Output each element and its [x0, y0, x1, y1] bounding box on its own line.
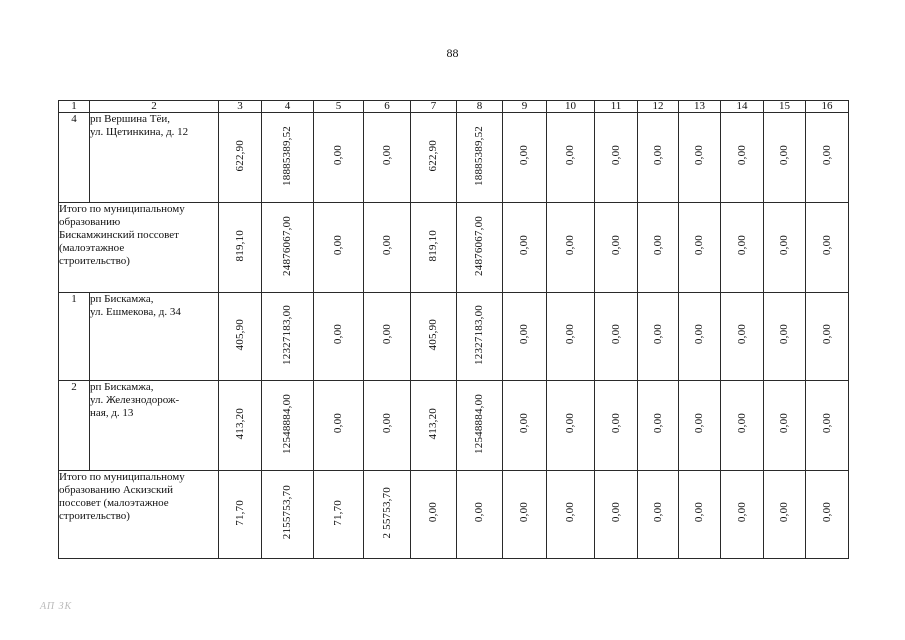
value-cell: 413,20: [233, 407, 246, 440]
column-header: 8: [457, 101, 503, 113]
value-cell: 819,10: [427, 229, 439, 262]
value-cell: 622,90: [427, 139, 439, 172]
value-cell: 0,00: [820, 324, 833, 345]
value-cell: 0,00: [518, 502, 530, 523]
address-cell: рп Вершина Тёи, ул. Щетинкина, д. 12: [90, 113, 219, 203]
faint-stamp: АП ЗК: [40, 601, 73, 612]
value-cell: 0,00: [518, 324, 530, 345]
table-row: [59, 381, 849, 471]
value-cell: 0,00: [735, 413, 748, 434]
value-cell: 0,00: [564, 145, 576, 166]
column-header: 4: [262, 101, 314, 113]
value-cell: 0,00: [473, 502, 485, 523]
value-cell: 0,00: [609, 413, 622, 434]
total-label: Итого по муниципальному образованию Аскизский поссовет (малоэтажное строительство): [59, 471, 219, 559]
table-row: [59, 203, 849, 293]
value-cell: 0,00: [332, 413, 344, 434]
table-row: [59, 293, 849, 381]
value-cell: 12548884,00: [473, 393, 485, 454]
value-cell: 0,00: [564, 324, 576, 345]
value-cell: 0,00: [693, 145, 705, 166]
value-cell: 0,00: [778, 145, 790, 166]
value-cell: 0,00: [518, 145, 530, 166]
value-cell: 18885389,52: [473, 125, 485, 186]
value-cell: 0,00: [564, 413, 576, 434]
value-cell: 0,00: [380, 324, 393, 345]
value-cell: 0,00: [332, 235, 344, 256]
value-cell: 0,00: [564, 235, 576, 256]
column-header: 13: [679, 101, 721, 113]
value-cell: 0,00: [609, 502, 622, 523]
value-cell: 413,20: [427, 407, 439, 440]
column-header: 1: [59, 101, 90, 113]
value-cell: 0,00: [332, 324, 344, 345]
value-cell: 2155753,70: [281, 485, 293, 540]
data-table: [58, 100, 849, 559]
page-number: 88: [446, 46, 459, 60]
address-cell: рп Бискамжа, ул. Ешмекова, д. 34: [90, 293, 219, 381]
value-cell: 0,00: [693, 324, 705, 345]
column-header: 7: [411, 101, 457, 113]
value-cell: 0,00: [332, 145, 344, 166]
value-cell: 0,00: [651, 235, 664, 256]
value-cell: 18885389,52: [281, 125, 293, 186]
column-header: 12: [638, 101, 679, 113]
table-row: [59, 113, 849, 203]
value-cell: 0,00: [735, 145, 748, 166]
value-cell: 0,00: [609, 324, 622, 345]
value-cell: 0,00: [693, 413, 705, 434]
value-cell: 0,00: [820, 413, 833, 434]
value-cell: 0,00: [380, 413, 393, 434]
value-cell: 622,90: [233, 139, 246, 172]
value-cell: 24876067,00: [281, 215, 293, 276]
value-cell: 24876067,00: [473, 215, 485, 276]
row-number: 1: [59, 293, 90, 381]
row-number: 4: [59, 113, 90, 203]
value-cell: 0,00: [380, 235, 393, 256]
value-cell: 0,00: [778, 324, 790, 345]
value-cell: 0,00: [651, 413, 664, 434]
value-cell: 12548884,00: [281, 393, 293, 454]
value-cell: 12327183,00: [281, 304, 293, 365]
value-cell: 0,00: [380, 145, 393, 166]
column-header: 10: [547, 101, 595, 113]
value-cell: 71,70: [233, 499, 246, 526]
value-cell: 0,00: [735, 502, 748, 523]
value-cell: 0,00: [518, 235, 530, 256]
header-row: [59, 101, 849, 113]
value-cell: 0,00: [820, 502, 833, 523]
value-cell: 819,10: [233, 229, 246, 262]
value-cell: 0,00: [609, 145, 622, 166]
value-cell: 0,00: [693, 235, 705, 256]
value-cell: 12327183,00: [473, 304, 485, 365]
value-cell: 0,00: [735, 235, 748, 256]
value-cell: 0,00: [651, 324, 664, 345]
total-label: Итого по муниципальному образованию Бискамжинский поссовет (малоэтажное строительство): [59, 203, 219, 293]
value-cell: 0,00: [564, 502, 576, 523]
column-header: 2: [90, 101, 219, 113]
column-header: 6: [364, 101, 411, 113]
value-cell: 71,70: [332, 499, 344, 526]
value-cell: 0,00: [693, 502, 705, 523]
value-cell: 0,00: [609, 235, 622, 256]
value-cell: 0,00: [651, 145, 664, 166]
value-cell: 405,90: [427, 318, 439, 351]
column-header: 15: [764, 101, 806, 113]
value-cell: 0,00: [778, 413, 790, 434]
column-header: 16: [806, 101, 849, 113]
column-header: 11: [595, 101, 638, 113]
value-cell: 405,90: [233, 318, 246, 351]
value-cell: 0,00: [778, 235, 790, 256]
value-cell: 2 55753,70: [380, 486, 393, 539]
table-row: [59, 471, 849, 559]
address-cell: рп Бискамжа, ул. Железнодорож- ная, д. 13: [90, 381, 219, 471]
value-cell: 0,00: [427, 502, 439, 523]
column-header: 3: [219, 101, 262, 113]
value-cell: 0,00: [820, 235, 833, 256]
value-cell: 0,00: [735, 324, 748, 345]
column-header: 9: [503, 101, 547, 113]
value-cell: 0,00: [820, 145, 833, 166]
value-cell: 0,00: [651, 502, 664, 523]
value-cell: 0,00: [778, 502, 790, 523]
column-header: 5: [314, 101, 364, 113]
row-number: 2: [59, 381, 90, 471]
column-header: 14: [721, 101, 764, 113]
value-cell: 0,00: [518, 413, 530, 434]
